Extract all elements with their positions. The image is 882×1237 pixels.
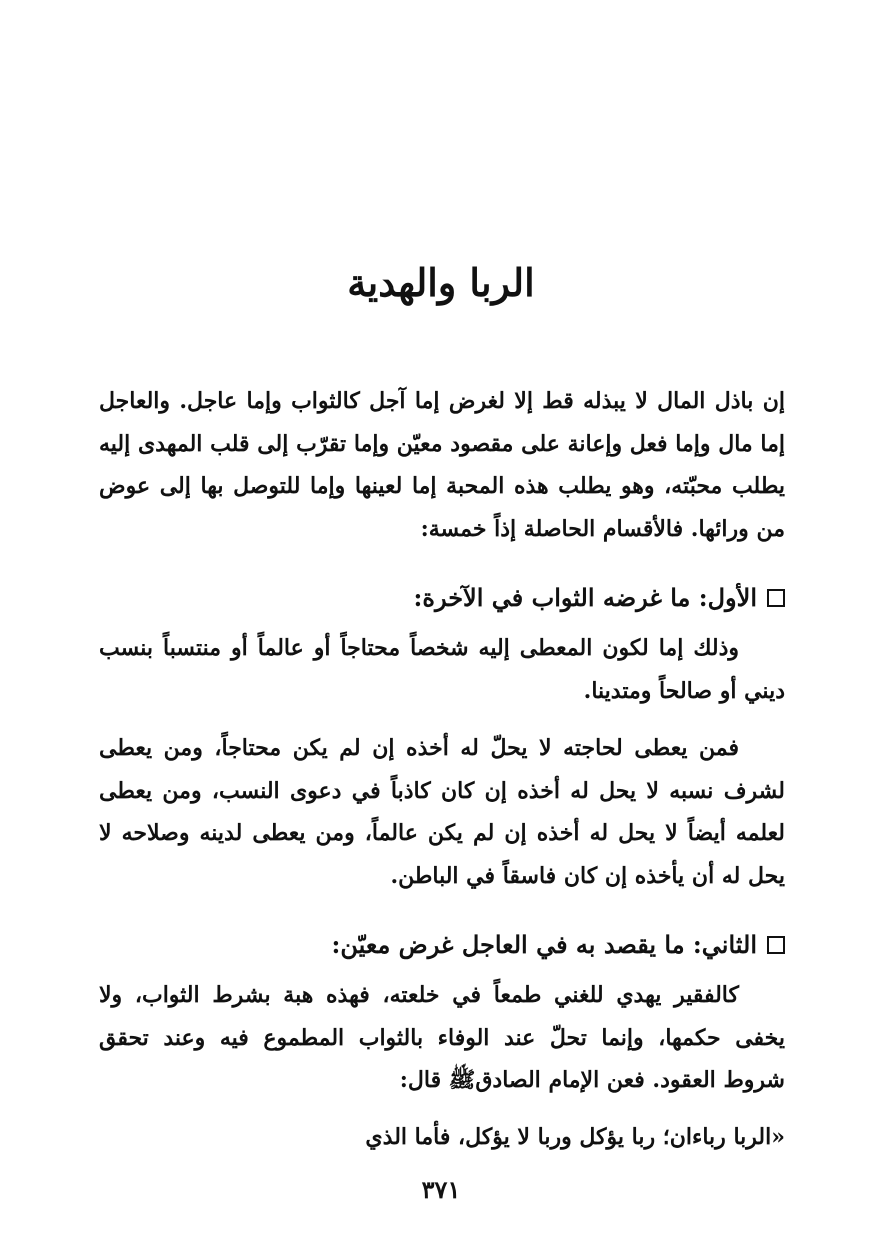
section-2-heading bbox=[99, 925, 785, 965]
section-1-paragraph-1: وذلك إما لكون المعطى إليه شخصاً محتاجاً أو عالماً أو منتسباً بنسب ديني أو صالحاً ومتدينا. bbox=[99, 635, 785, 704]
section-2-heading-text: الثاني: ما يقصد به في العاجل غرض معيّن: bbox=[331, 930, 757, 959]
square-bullet-icon bbox=[767, 589, 785, 607]
square-bullet-icon bbox=[767, 936, 785, 954]
section-1-paragraph-2: فمن يعطى لحاجته لا يحلّ له أخذه إن لم يكن محتاجاً، ومن يعطى لشرف نسبه لا يحل له أخذه إن كان كاذباً في دعوى النسب، ومن يعطى لعلمه أيضاً لا يحل له أخذه إن لم يكن عالماً، ومن يعطى لدينه وصلاحه لا يحل له أن يأخذه إن كان فاسقاً في الباطن. bbox=[99, 735, 785, 889]
section-1-heading-text: الأول: ما غرضه الثواب في الآخرة: bbox=[413, 583, 757, 612]
page-title: الربا والهدية bbox=[347, 260, 535, 305]
page-number: ٣٧١ bbox=[421, 1175, 461, 1204]
section-1-heading bbox=[99, 578, 785, 618]
quote-line: «الربا رباءان؛ ربا يؤكل وربا لا يؤكل، فأما الذي bbox=[365, 1124, 785, 1150]
section-2-paragraph-1: كالفقير يهدي للغني طمعاً في خلعته، فهذه هبة بشرط الثواب، ولا يخفى حكمها، وإنما تحلّ عند الوفاء بالثواب المطموع فيه وعند تحقق شروط العقود. فعن الإمام الصادقﷺ قال: bbox=[99, 982, 785, 1093]
intro-paragraph: إن باذل المال لا يبذله قط إلا لغرض إما آجل كالثواب وإما عاجل. والعاجل إما مال وإما فعل وإعانة على مقصود معيّن وإما تقرّب إلى قلب المهدى إليه يطلب محبّته، وهو يطلب هذه المحبة إما لعينها وإما للتوصل بها إلى عوض من ورائها. فالأقسام الحاصلة إذاً خمسة: bbox=[99, 388, 785, 542]
